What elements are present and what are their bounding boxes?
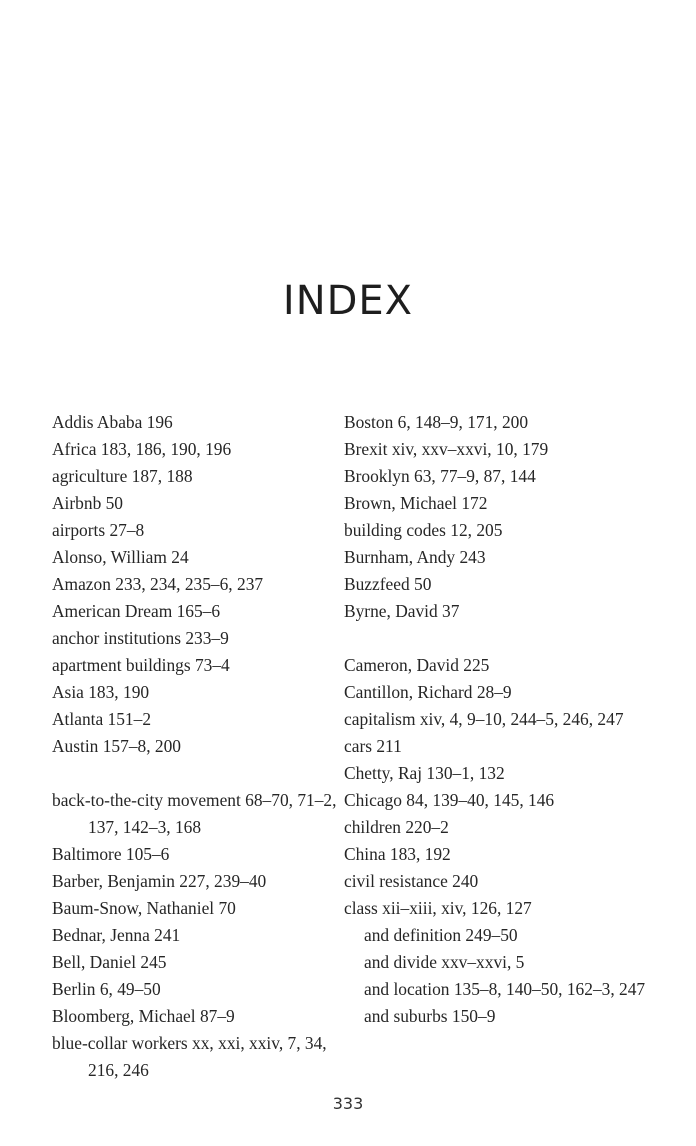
index-entry: Austin 157–8, 200 (52, 736, 181, 756)
index-column-left (52, 409, 342, 1084)
index-entry: Bell, Daniel 245 (52, 952, 167, 972)
index-entry: Byrne, David 37 (344, 601, 460, 621)
index-entry: Cameron, David 225 (344, 655, 490, 675)
index-subentry: and definition 249–50 (364, 925, 518, 945)
index-entry: Buzzfeed 50 (344, 574, 432, 594)
index-subentry: and suburbs 150–9 (364, 1006, 496, 1026)
index-entry: blue-collar workers xx, xxi, xxiv, 7, 34, 216, 246 (52, 1033, 327, 1080)
index-entry: Chetty, Raj 130–1, 132 (344, 763, 505, 783)
index-entry: Asia 183, 190 (52, 682, 150, 702)
index-entry: Brooklyn 63, 77–9, 87, 144 (344, 466, 536, 486)
index-entry: Bednar, Jenna 241 (52, 925, 181, 945)
index-entry: Amazon 233, 234, 235–6, 237 (52, 574, 264, 594)
index-subentry: and location 135–8, 140–50, 162–3, 247 (364, 979, 646, 999)
index-entry: Airbnb 50 (52, 493, 124, 513)
index-entry: Barber, Benjamin 227, 239–40 (52, 871, 267, 891)
index-entry: Cantillon, Richard 28–9 (344, 682, 512, 702)
index-entry: American Dream 165–6 (52, 601, 221, 621)
index-entry: Burnham, Andy 243 (344, 547, 486, 567)
index-entry: building codes 12, 205 (344, 520, 503, 540)
index-entry: Chicago 84, 139–40, 145, 146 (344, 790, 555, 810)
index-entry: apartment buildings 73–4 (52, 655, 230, 675)
index-entry: civil resistance 240 (344, 871, 479, 891)
index-entry: capitalism xiv, 4, 9–10, 244–5, 246, 247 (344, 709, 624, 729)
index-entry: Brexit xiv, xxv–xxvi, 10, 179 (344, 439, 549, 459)
index-entry: class xii–xiii, xiv, 126, 127 (344, 898, 532, 918)
index-entry: agriculture 187, 188 (52, 466, 193, 486)
index-entry: anchor institutions 233–9 (52, 628, 229, 648)
index-entry: Baltimore 105–6 (52, 844, 170, 864)
index-entry: back-to-the-city movement 68–70, 71–2, 137, 142–3, 168 (52, 790, 337, 837)
page-title: INDEX (282, 278, 414, 324)
entry-gap (52, 760, 342, 787)
index-entry: Alonso, William 24 (52, 547, 189, 567)
index-entry: Atlanta 151–2 (52, 709, 152, 729)
index-entry: Bloomberg, Michael 87–9 (52, 1006, 235, 1026)
entry-gap (344, 625, 689, 652)
index-entry: Berlin 6, 49–50 (52, 979, 161, 999)
index-entry: children 220–2 (344, 817, 449, 837)
index-entry: Baum-Snow, Nathaniel 70 (52, 898, 236, 918)
index-entry: Boston 6, 148–9, 171, 200 (344, 412, 529, 432)
index-entry: cars 211 (344, 736, 402, 756)
index-entry: airports 27–8 (52, 520, 145, 540)
page-number: 333 (332, 1094, 364, 1113)
index-entry: China 183, 192 (344, 844, 451, 864)
index-subentry: and divide xxv–xxvi, 5 (364, 952, 525, 972)
index-entry: Africa 183, 186, 190, 196 (52, 439, 232, 459)
index-entry: Addis Ababa 196 (52, 412, 173, 432)
index-column-right (344, 409, 689, 1030)
index-entry: Brown, Michael 172 (344, 493, 488, 513)
